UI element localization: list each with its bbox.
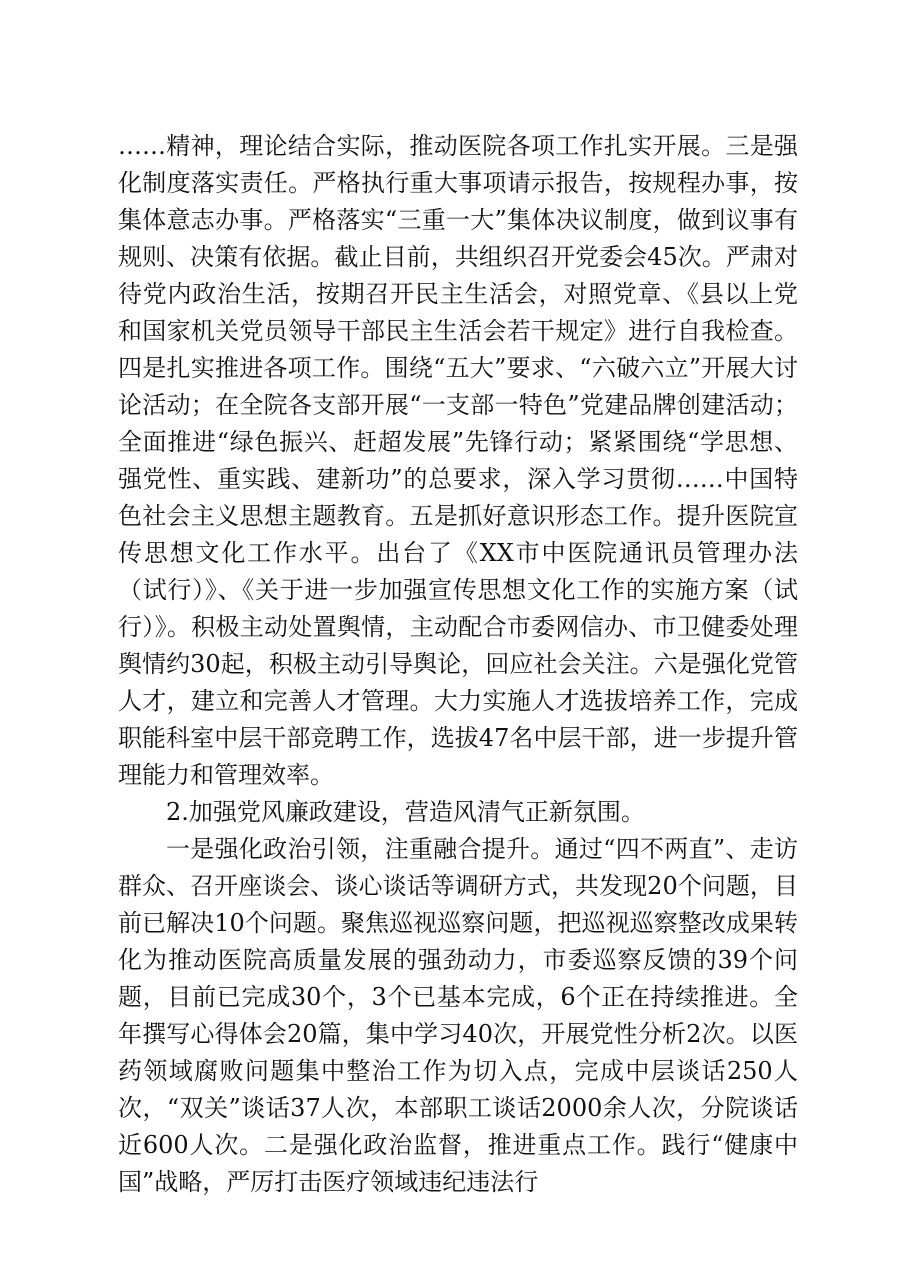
paragraph-continued: ……精神，理论结合实际，推动医院各项工作扎实开展。三是强化制度落实责任。严格执行重大事项请示报告，按规程办事，按集体意志办事。严格落实“三重一大”集体决议制度，做到议事有规则、决策有依据。截止目前，共组织召开党委会45次。严肃对待党内政治生活，按期召开民主生活会，对照党章、《县以上党和国家机关党员领导干部民主生活会若干规定》进行自我检查。四是扎实推进各项工作。围绕“五大”要求、“六破六立”开展大讨论活动；在全院各支部开展“一支部一特色”党建品牌创建活动；全面推进“绿色振兴、赶超发展”先锋行动；紧紧围绕“学思想、强党性、重实践、建新功”的总要求，深入学习贯彻……中国特色社会主义思想主题教育。五是抓好意识形态工作。提升医院宣传思想文化工作水平。出台了《XX市中医院通讯员管理办法（试行）》、《关于进一步加强宣传思想文化工作的实施方案（试行）》。积极主动处置舆情，主动配合市委网信办、市卫健委处理舆情约30起，积极主动引导舆论，回应社会关注。六是强化党管人才，建立和完善人才管理。大力实施人才选拔培养工作，完成职能科室中层干部竞聘工作，选拔47名中层干部，进一步提升管理能力和管理效率。 [118,132,798,789]
paragraph: 一是强化政治引领，注重融合提升。通过“四不两直”、走访群众、召开座谈会、谈心谈话等调研方式，共发现20个问题，目前已解决10个问题。聚焦巡视巡察问题，把巡视巡察整改成果转化为推动医院高质量发展的强劲动力，市委巡察反馈的39个问题，目前已完成30个，3个已基本完成，6个正在持续推进。全年撰写心得体会20篇，集中学习40次，开展党性分析2次。以医药领域腐败问题集中整治工作为切入点，完成中层谈话250人次，“双关”谈话37人次，本部职工谈话2000余人次，分院谈话近600人次。二是强化政治监督，推进重点工作。践行“健康中国”战略，严厉打击医疗领域违纪违法行 [118,835,798,1196]
section-heading: 2.加强党风廉政建设，营造风清气正新氛围。 [166,798,645,826]
body-text [118,128,798,1201]
